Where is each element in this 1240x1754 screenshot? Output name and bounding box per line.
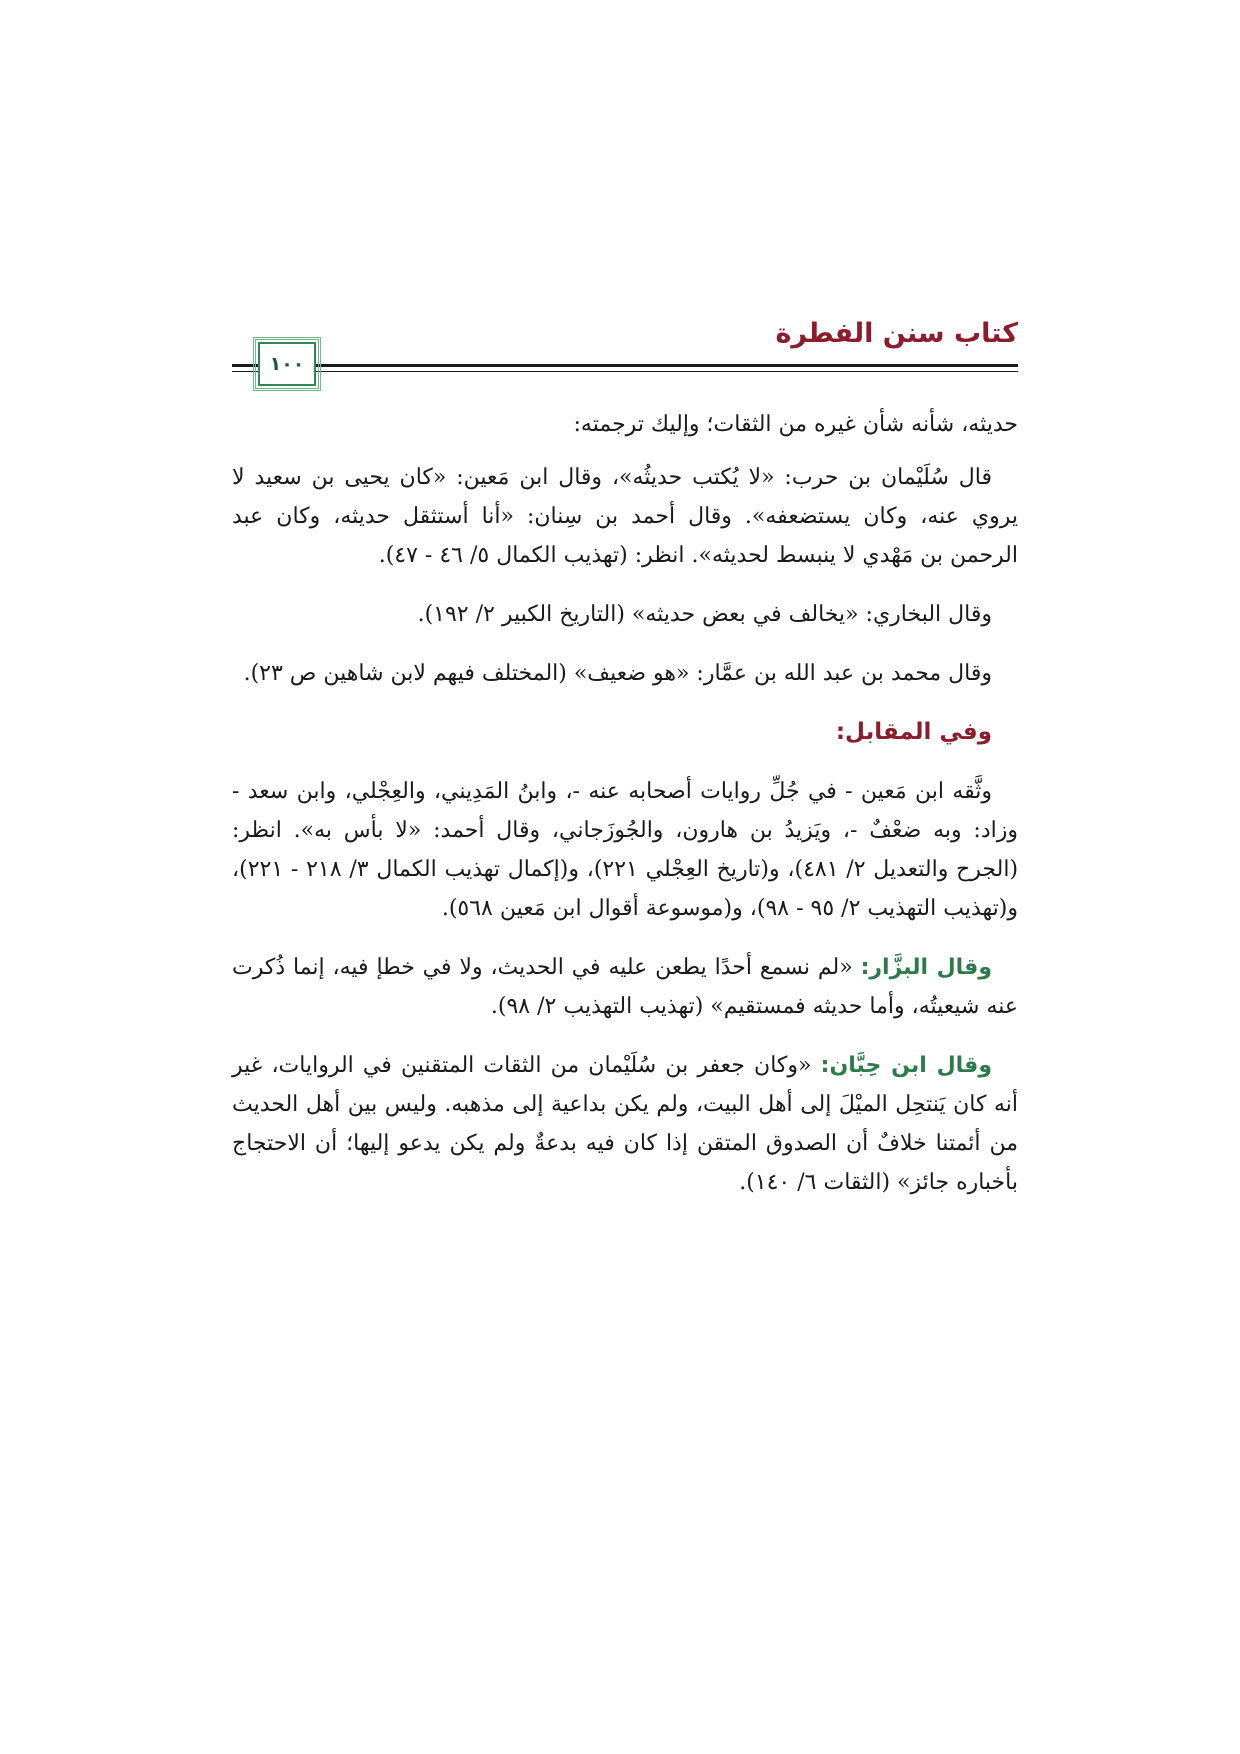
page-header — [232, 318, 1018, 388]
lead-bazzar: وقال البزَّار: — [860, 955, 993, 980]
paragraph-tawthiq: وثَّقه ابن مَعين - في جُلِّ روايات أصحابه عنه -، وابنُ المَدِيني، والعِجْلي، وابن سعد - وزاد: وبه ضعْفٌ -، ويَزيدُ بن هارون، والجُوزَجاني، وقال أحمد: «لا بأس به». انظر: (الجرح والتعديل ٢/ ٤٨١)، و(تاريخ العِجْلي ٢٢١)، و(إكمال تهذيب الكمال ٣/ ٢١٨ - ٢٢١)، و(تهذيب التهذيب ٢/ ٩٥ - ٩٨)، و(موسوعة أقوال ابن مَعين ٥٦٨). — [232, 779, 1019, 921]
paragraph-bazzar — [232, 948, 1018, 1026]
lead-ibn-hibban: وقال ابن حِبَّان: — [820, 1053, 992, 1078]
text-bazzar: «لم نسمع أحدًا يطعن عليه في الحديث، ولا في خطإ فيه، إنما ذُكرت عنه شيعيتُه، وأما حديثه فمستقيم» (تهذيب التهذيب ٢/ ٩٨). — [232, 955, 1018, 1019]
book-title: كتاب سنن الفطرة — [775, 318, 1018, 349]
intro-line: حديثه، شأنه شأن غيره من الثقات؛ وإليك ترجمته: — [573, 412, 1018, 437]
header-rule-thick — [232, 364, 1018, 367]
paragraph-harb: قال سُلَيْمان بن حرب: «لا يُكتب حديثُه»، وقال ابن مَعين: «كان يحيى بن سعيد لا يروي عنه، وكان يستضعفه». وقال أحمد بن سِنان: «أنا أستثقل حديثه، وكان عبد الرحمن بن مَهْدي لا ينبسط لحديثه». انظر: (تهذيب الكمال ٥/ ٤٦ - ٤٧). — [232, 465, 1018, 568]
page-body — [232, 405, 1018, 1222]
header-rule-thin — [232, 371, 1018, 372]
text-ibn-hibban: «وكان جعفر بن سُلَيْمان من الثقات المتقنين في الروايات، غير أنه كان يَنتحِل الميْلَ إلى أهل البيت، ولم يكن بداعية إلى مذهبه. وليس بين أهل الحديث من أئمتنا خلافٌ أن الصدوق المتقن إذا كان فيه بدعةٌ ولم يكن يدعو إليها؛ أن الاحتجاج بأخباره جائز» (الثقات ٦/ ١٤٠). — [232, 1053, 1018, 1195]
page-number: ١٠٠ — [269, 353, 305, 375]
paragraph-ammar: وقال محمد بن عبد الله بن عمَّار: «هو ضعيف» (المختلف فيهم لابن شاهين ص ٢٣). — [243, 661, 992, 686]
subheading-in-contrast: وفي المقابل: — [835, 719, 992, 745]
page-number-frame — [258, 342, 316, 386]
paragraph-ibn-hibban — [232, 1046, 1018, 1202]
paragraph-bukhari: وقال البخاري: «يخالف في بعض حديثه» (التاريخ الكبير ٢/ ١٩٢). — [417, 602, 992, 627]
